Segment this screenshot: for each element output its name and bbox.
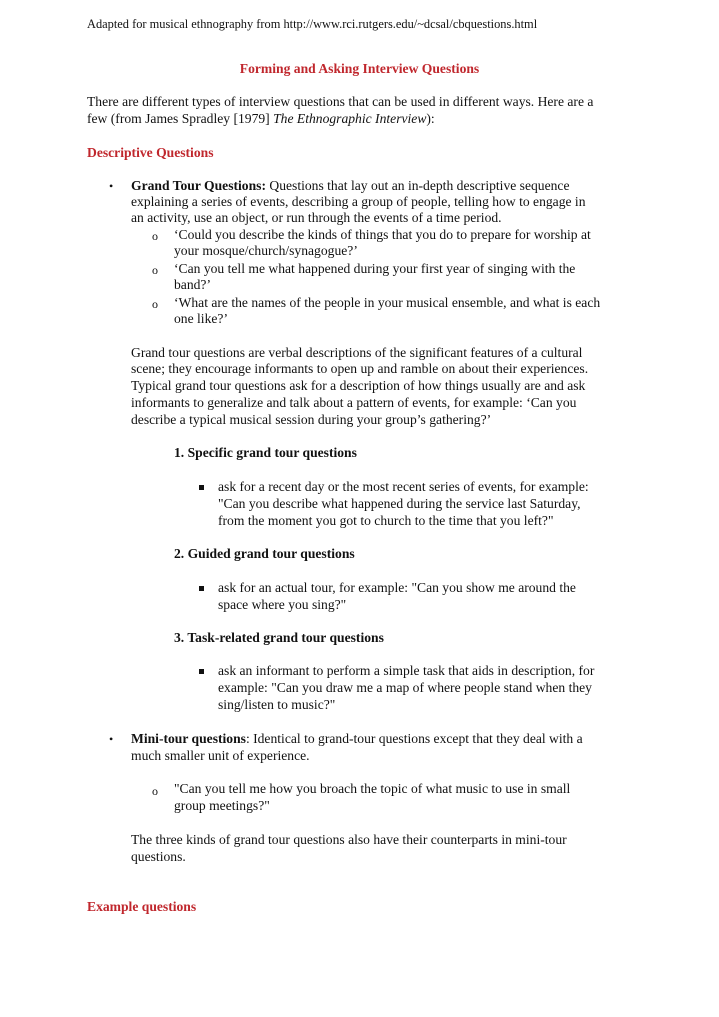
mini-tour-example-line-1: "Can you tell me how you broach the topic of what music to use in small (174, 781, 571, 796)
grand-tour-term: Grand Tour Questions: (131, 178, 266, 193)
subtype-heading-task-related: 3. Task-related grand tour questions (174, 630, 384, 645)
mini-tour-para-line-1: The three kinds of grand tour questions also have their counterparts in mini-tour (131, 832, 567, 847)
intro-line-1: There are different types of interview questions that can be used in different ways. Here are a (87, 94, 594, 109)
example-2-line-2: band?’ (174, 277, 211, 292)
mini-tour-desc: : Identical to grand-tour questions except that they deal with a (245, 731, 583, 746)
example-1-line-1: ‘Could you describe the kinds of things that you do to prepare for worship at (174, 227, 591, 242)
subtype-1-line-3: from the moment you got to church to the time that you left?" (218, 513, 554, 528)
grand-tour-line-2: explaining a series of events, describing a group of people, telling how to engage in (131, 194, 586, 209)
mini-tour-line-1 (131, 731, 583, 747)
example-2-line-1: ‘Can you tell me what happened during your first year of singing with the (174, 261, 576, 276)
subtype-1-line-2: "Can you describe what happened during the service last Saturday, (218, 496, 581, 511)
subtype-heading-specific: 1. Specific grand tour questions (174, 445, 357, 460)
section-heading-descriptive: Descriptive Questions (87, 145, 214, 160)
subtype-3-line-1: ask an informant to perform a simple task that aids in description, for (218, 663, 595, 678)
example-3-line-2: one like?’ (174, 311, 228, 326)
example-1-line-2: your mosque/church/synagogue?’ (174, 243, 358, 258)
intro-text-end: ): (426, 111, 435, 126)
circle-bullet-icon: o (152, 784, 158, 798)
grand-tour-para-line-5: describe a typical musical session during your group’s gathering?’ (131, 412, 492, 427)
circle-bullet-icon: o (152, 229, 158, 243)
bullet-icon: • (109, 179, 114, 193)
circle-bullet-icon: o (152, 263, 158, 277)
mini-tour-para-line-2: questions. (131, 849, 186, 864)
bullet-icon: • (109, 732, 114, 746)
source-note: Adapted for musical ethnography from http://www.rci.rutgers.edu/~dcsal/cbquestions.html (87, 17, 538, 31)
square-bullet-icon (199, 669, 204, 674)
subtype-3-line-2: example: "Can you draw me a map of where people stand when they (218, 680, 592, 695)
grand-tour-line-3: an activity, use an object, or run through the events of a time period. (131, 210, 502, 225)
mini-tour-line-2: much smaller unit of experience. (131, 748, 310, 763)
subtype-3-line-3: sing/listen to music?" (218, 697, 336, 712)
section-heading-examples: Example questions (87, 899, 197, 914)
mini-tour-example-line-2: group meetings?" (174, 798, 270, 813)
intro-line-2 (87, 111, 435, 127)
book-title: The Ethnographic Interview (273, 111, 427, 126)
example-3-line-1: ‘What are the names of the people in your musical ensemble, and what is each (174, 295, 601, 310)
grand-tour-para-line-1: Grand tour questions are verbal descriptions of the significant features of a cultural (131, 345, 583, 360)
grand-tour-para-line-4: informants to generalize and talk about a pattern of events, for example: ‘Can you (131, 395, 577, 410)
grand-tour-line-1 (131, 178, 570, 194)
intro-text: few (from James Spradley [1979] (87, 111, 274, 126)
square-bullet-icon (199, 485, 204, 490)
square-bullet-icon (199, 586, 204, 591)
grand-tour-desc: Questions that lay out an in-depth descriptive sequence (265, 178, 570, 193)
subtype-1-line-1: ask for a recent day or the most recent series of events, for example: (218, 479, 589, 494)
grand-tour-para-line-3: Typical grand tour questions ask for a description of how things usually are and ask (131, 378, 586, 393)
circle-bullet-icon: o (152, 297, 158, 311)
subtype-2-line-2: space where you sing?" (218, 597, 347, 612)
subtype-heading-guided: 2. Guided grand tour questions (174, 546, 355, 561)
grand-tour-para-line-2: scene; they encourage informants to open up and ramble on about their experiences. (131, 361, 589, 376)
mini-tour-term: Mini-tour questions (131, 731, 246, 746)
subtype-2-line-1: ask for an actual tour, for example: "Can you show me around the (218, 580, 576, 595)
page-title: Forming and Asking Interview Questions (239, 61, 480, 76)
